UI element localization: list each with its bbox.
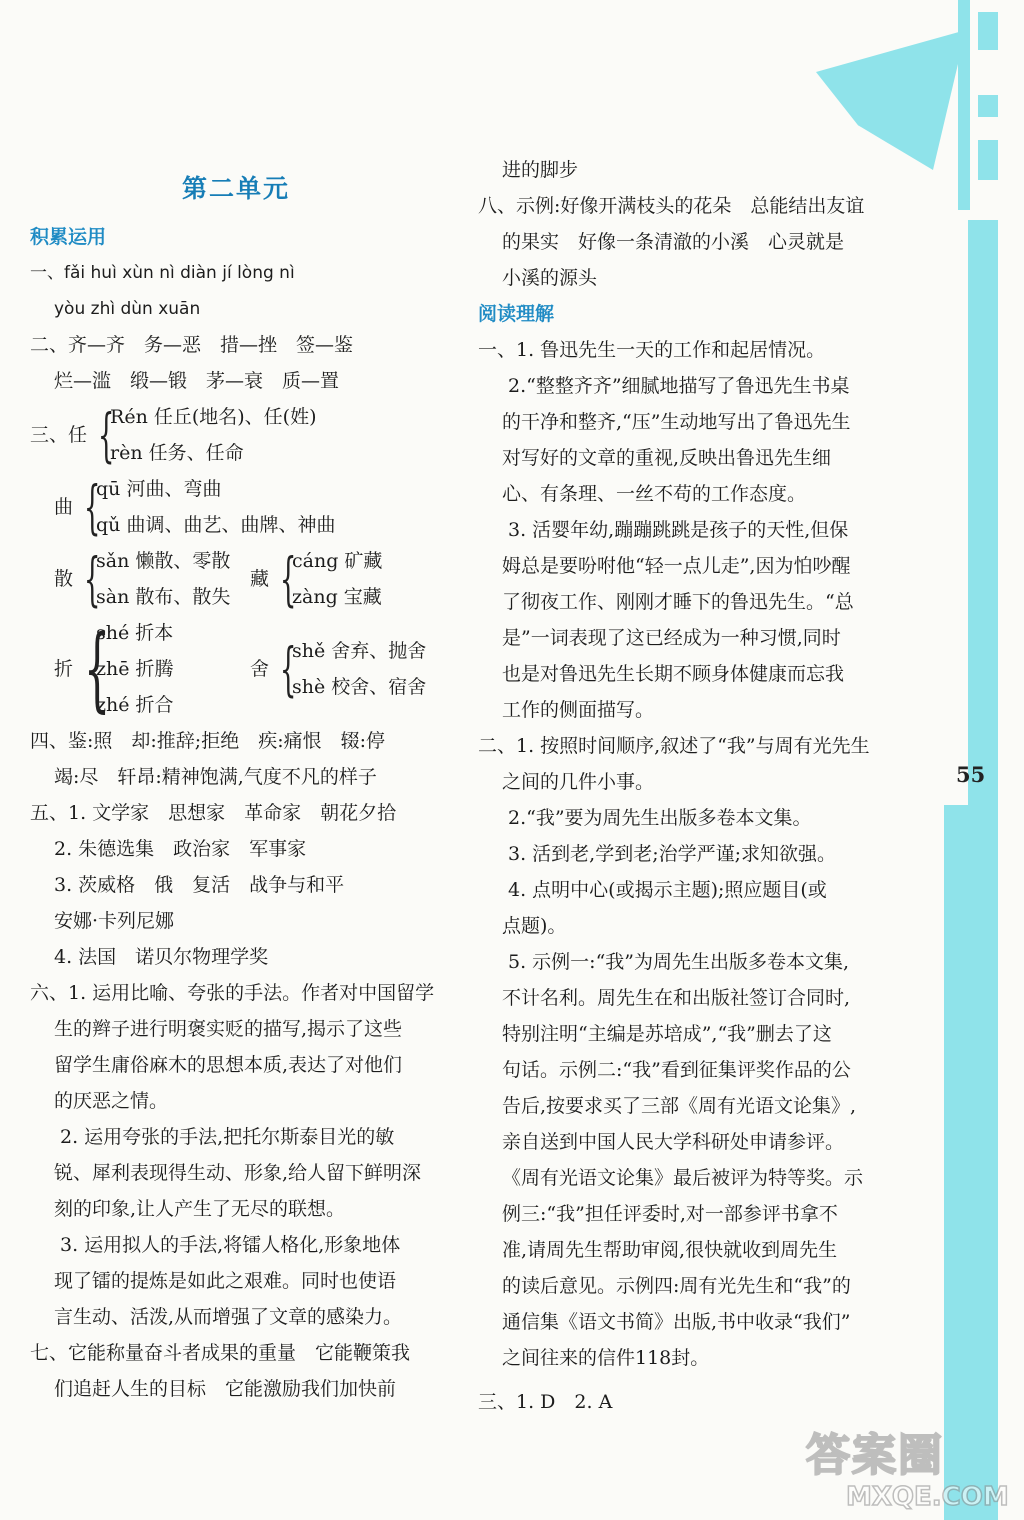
r2-line: 4. 点明中心(或揭示主题);照应题目(或 bbox=[508, 879, 827, 901]
q5-line: 安娜·卡列尼娜 bbox=[54, 910, 175, 932]
watermark-url: MXQE.COM bbox=[846, 1482, 1009, 1512]
poly-group-zhe bbox=[54, 615, 250, 723]
r2-line: 之间往来的信件118封。 bbox=[502, 1347, 710, 1369]
poly-char: 任 bbox=[68, 424, 88, 446]
q6-line: 2. 运用夸张的手法,把托尔斯泰目光的敏 bbox=[60, 1126, 395, 1148]
r1-line: 一、1. 鲁迅先生一天的工作和起居情况。 bbox=[478, 339, 826, 361]
brace-icon: { bbox=[279, 635, 297, 703]
r1-line: 工作的侧面描写。 bbox=[502, 699, 655, 721]
q5-line: 2. 朱德选集 政治家 军事家 bbox=[54, 838, 307, 860]
q1-line: yòu zhì dùn xuān bbox=[54, 299, 201, 319]
r2-line: 亲自送到中国人民大学科研处申请参评。 bbox=[502, 1131, 845, 1153]
r2-line: 句话。示例二:“我”看到征集评奖作品的公 bbox=[502, 1059, 851, 1081]
poly-reading: qǔ 曲调、曲艺、曲牌、神曲 bbox=[96, 514, 336, 536]
poly-char: 藏 bbox=[250, 568, 270, 590]
poly-char: 曲 bbox=[54, 496, 74, 518]
brace-icon: { bbox=[279, 545, 297, 613]
q6-line: 留学生庸俗麻木的思想本质,表达了对他们 bbox=[54, 1054, 403, 1076]
poly-reading: zhé 折合 bbox=[96, 694, 174, 716]
r2-line: 之间的几件小事。 bbox=[502, 771, 655, 793]
poly-reading: sǎn 懒散、零散 bbox=[96, 550, 231, 572]
page-number: 55 bbox=[956, 762, 986, 787]
q6-line: 刻的印象,让人产生了无尽的联想。 bbox=[54, 1198, 346, 1220]
poly-reading: shè 校舍、宿舍 bbox=[292, 676, 427, 698]
q8-line: 的果实 好像一条清澈的小溪 心灵就是 bbox=[502, 231, 845, 253]
left-column bbox=[30, 165, 442, 1407]
r2-line: 通信集《语文书简》出版,书中收录“我们” bbox=[502, 1311, 851, 1333]
poly-group-san bbox=[54, 543, 250, 615]
r2-line: 例三:“我”担任评委时,对一部参评书拿不 bbox=[502, 1203, 838, 1225]
r2-line: 二、1. 按照时间顺序,叙述了“我”与周有光先生 bbox=[478, 735, 870, 757]
q2-line: 烂—滥 缎—锻 茅—衰 质—置 bbox=[54, 370, 340, 392]
q6-line: 锐、犀利表现得生动、形象,给人留下鲜明深 bbox=[54, 1162, 422, 1184]
poly-reading: qū 河曲、弯曲 bbox=[96, 478, 222, 500]
r2-line: 不计名利。周先生在和出版社签订合同时, bbox=[502, 987, 851, 1009]
q5-line: 4. 法国 诺贝尔物理学奖 bbox=[54, 946, 269, 968]
r2-line: 3. 活到老,学到老;治学严谨;求知欲强。 bbox=[508, 843, 837, 865]
poly-reading: cáng 矿藏 bbox=[292, 550, 383, 572]
poly-reading: Rén 任丘(地名)、任(姓) bbox=[110, 406, 317, 428]
q6-line: 3. 运用拟人的手法,将镭人格化,形象地体 bbox=[60, 1234, 401, 1256]
q5-line: 五、1. 文学家 思想家 革命家 朝花夕拾 bbox=[30, 802, 397, 824]
q7-line: 进的脚步 bbox=[502, 159, 579, 181]
r2-line: 5. 示例一:“我”为周先生出版多卷本文集, bbox=[508, 951, 850, 973]
r2-line: 告后,按要求买了三部《周有光语文论集》, bbox=[502, 1095, 857, 1117]
poly-reading: sàn 散布、散失 bbox=[96, 586, 231, 608]
watermark-text: 答案圈 bbox=[806, 1430, 944, 1481]
q5-line: 3. 茨威格 俄 复活 战争与和平 bbox=[54, 874, 345, 896]
poly-group-qu bbox=[30, 471, 442, 543]
brace-icon: { bbox=[97, 401, 115, 469]
q7-line: 七、它能称量奋斗者成果的重量 它能鞭策我 bbox=[30, 1342, 411, 1364]
q4-line: 四、鉴:照 却:推辞;拒绝 疾:痛恨 辍:停 bbox=[30, 730, 386, 752]
band-segment bbox=[978, 12, 998, 50]
q6-line: 生的辫子进行明褒实贬的描写,揭示了这些 bbox=[54, 1018, 403, 1040]
r1-line: 对写好的文章的重视,反映出鲁迅先生细 bbox=[502, 447, 832, 469]
side-band bbox=[968, 220, 998, 1520]
kite-tail-decoration bbox=[958, 0, 970, 210]
r1-line: 也是对鲁迅先生长期不顾身体健康而忘我 bbox=[502, 663, 845, 685]
r2-line: 特别注明“主编是苏培成”,“我”删去了这 bbox=[502, 1023, 832, 1045]
r2-line: 《周有光语文论集》最后被评为特等奖。示 bbox=[502, 1167, 864, 1189]
r1-line: 2.“整整齐齐”细腻地描写了鲁迅先生书桌 bbox=[508, 375, 850, 397]
poly-reading: shé 折本 bbox=[96, 622, 174, 644]
q2-line: 二、齐—齐 务—恶 措—挫 签—鉴 bbox=[30, 334, 354, 356]
q6-line: 现了镭的提炼是如此之艰难。同时也使语 bbox=[54, 1270, 397, 1292]
section-heading-accumulation: 积累运用 bbox=[30, 226, 107, 248]
q6-line: 的厌恶之情。 bbox=[54, 1090, 169, 1112]
r1-line: 是”一词表现了这已经成为一种习惯,同时 bbox=[502, 627, 841, 649]
r2-line: 2.“我”要为周先生出版多卷本文集。 bbox=[508, 807, 812, 829]
watermark-logo bbox=[806, 1430, 1009, 1512]
q8-line: 八、示例:好像开满枝头的花朵 总能结出友谊 bbox=[478, 195, 865, 217]
poly-group-she bbox=[250, 615, 426, 723]
q1-line: 一、fǎi huì xùn nì diàn jí lòng nì bbox=[30, 263, 295, 283]
r1-line: 3. 活婴年幼,蹦蹦跳跳是孩子的天性,但保 bbox=[508, 519, 849, 541]
poly-group-cang bbox=[250, 543, 382, 615]
brace-icon: { bbox=[83, 615, 111, 722]
poly-reading: zàng 宝藏 bbox=[292, 586, 382, 608]
poly-group-ren bbox=[30, 399, 442, 471]
side-band-inner bbox=[944, 805, 968, 1520]
q7-line: 们追赶人生的目标 它能激励我们加快前 bbox=[54, 1378, 397, 1400]
band-segment bbox=[978, 95, 998, 117]
kite-decoration bbox=[816, 30, 966, 170]
poly-char: 散 bbox=[54, 568, 74, 590]
q6-line: 六、1. 运用比喻、夸张的手法。作者对中国留学 bbox=[30, 982, 435, 1004]
poly-char: 折 bbox=[54, 658, 74, 680]
q8-line: 小溪的源头 bbox=[502, 267, 598, 289]
poly-char: 舍 bbox=[250, 658, 270, 680]
band-segment bbox=[978, 140, 998, 180]
r3-line: 三、1. D 2. A bbox=[478, 1391, 613, 1413]
r1-line: 的干净和整齐,“压”生动地写出了鲁迅先生 bbox=[502, 411, 851, 433]
q3-prefix: 三、 bbox=[30, 424, 69, 446]
q4-line: 竭:尽 轩昂:精神饱满,气度不凡的样子 bbox=[54, 766, 377, 788]
r2-line: 准,请周先生帮助审阅,很快就收到周先生 bbox=[502, 1239, 838, 1261]
q6-line: 言生动、活泼,从而增强了文章的感染力。 bbox=[54, 1306, 403, 1328]
brace-icon: { bbox=[83, 473, 101, 541]
r1-line: 了彻夜工作、刚刚才睡下的鲁迅先生。“总 bbox=[502, 591, 854, 613]
poly-reading: zhē 折腾 bbox=[96, 658, 174, 680]
unit-title: 第二单元 bbox=[181, 174, 290, 203]
poly-reading: shě 舍弃、抛舍 bbox=[292, 640, 427, 662]
section-heading-reading: 阅读理解 bbox=[478, 303, 555, 325]
right-column bbox=[478, 152, 908, 1420]
r2-line: 的读后意见。示例四:周有光先生和“我”的 bbox=[502, 1275, 851, 1297]
brace-icon: { bbox=[83, 545, 101, 613]
poly-row bbox=[30, 543, 442, 615]
poly-reading: rèn 任务、任命 bbox=[110, 442, 244, 464]
r1-line: 心、有条理、一丝不苟的工作态度。 bbox=[502, 483, 807, 505]
r1-line: 姆总是要吩咐他“轻一点儿走”,因为怕吵醒 bbox=[502, 555, 851, 577]
r2-line: 点题)。 bbox=[502, 915, 567, 937]
poly-row bbox=[30, 615, 442, 723]
